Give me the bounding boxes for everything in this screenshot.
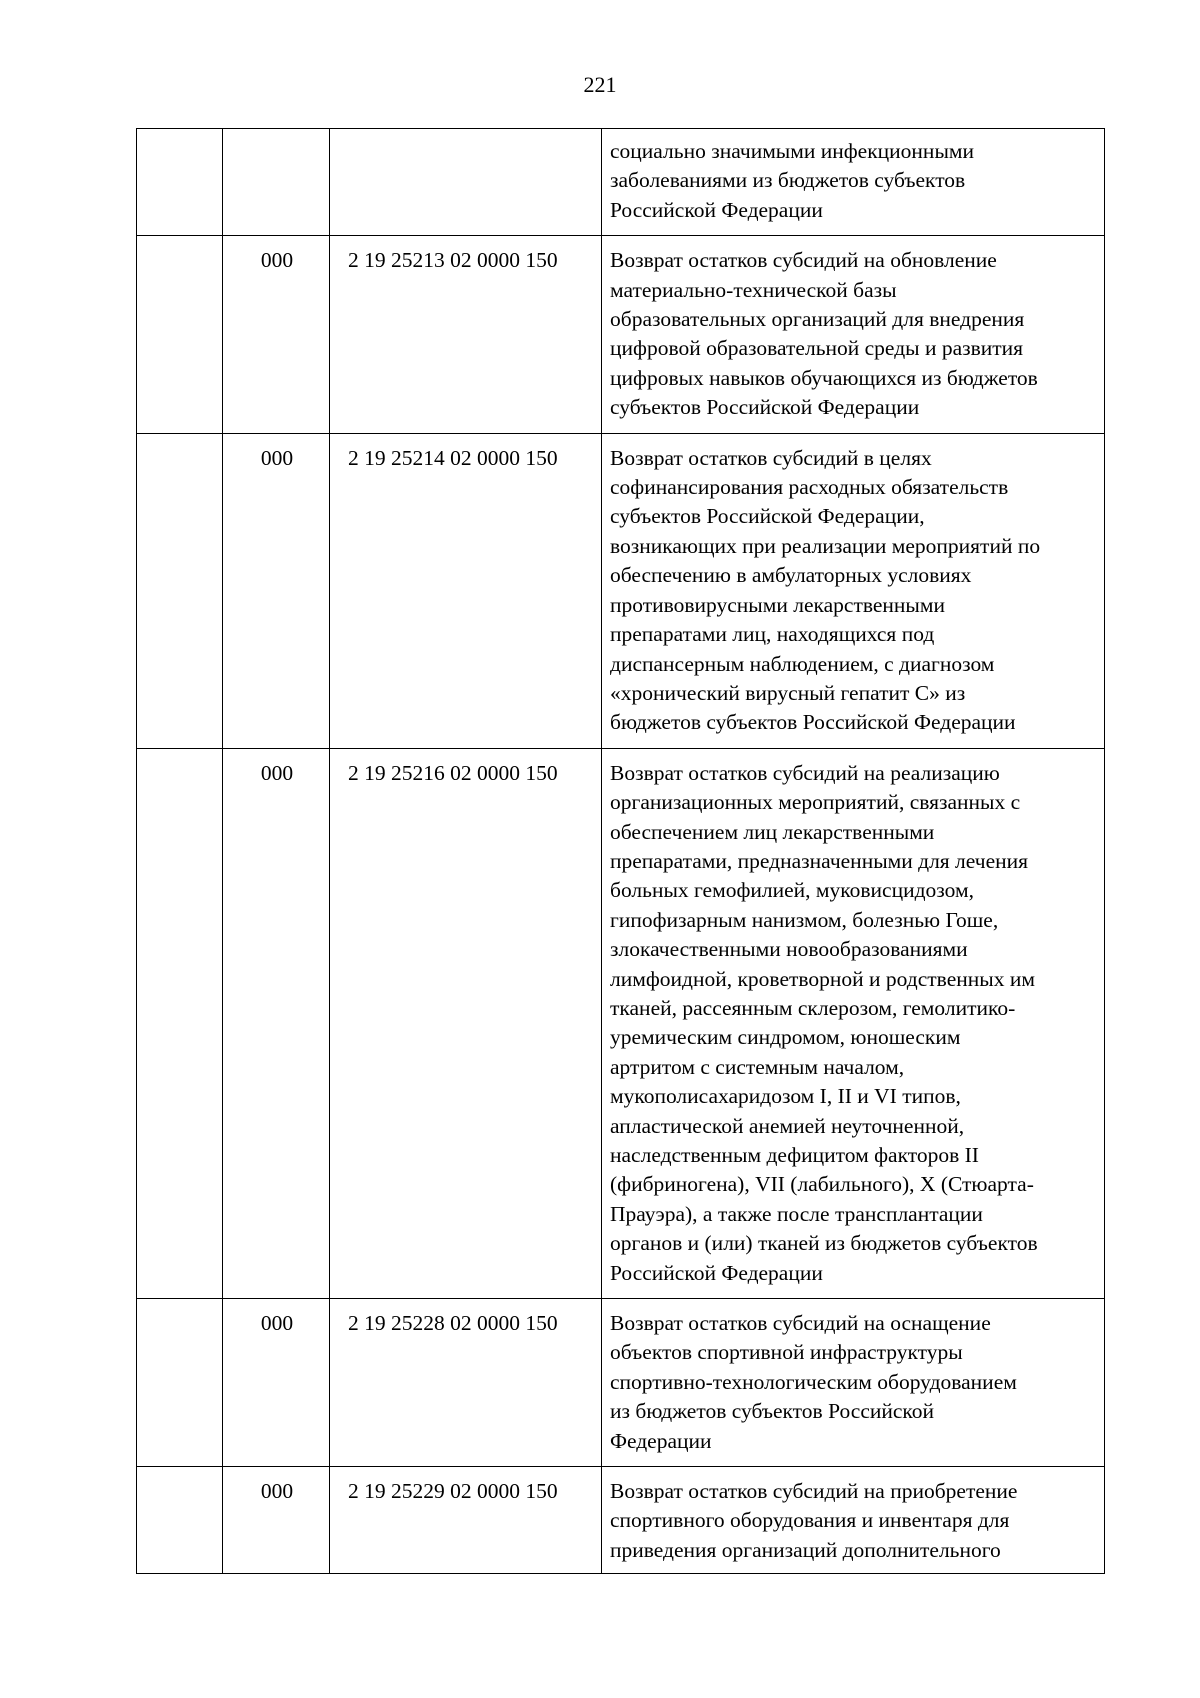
description-line: наследственным дефицитом факторов II xyxy=(610,1143,979,1167)
description-line: тканей, рассеянным склерозом, гемолитико- xyxy=(610,995,1016,1020)
description-line: противовирусными лекарственными xyxy=(610,592,945,617)
description-line: препаратами лиц, находящихся под xyxy=(610,622,935,647)
row-number-cell xyxy=(137,1467,223,1574)
page-number: 221 xyxy=(583,72,617,97)
budget-code-cell xyxy=(330,129,602,236)
description-line: мукополисахаридозом I, II и VI типов, xyxy=(610,1084,961,1109)
description-line: образовательных организаций для внедрения xyxy=(610,307,1025,332)
description-line: артритом с системным началом, xyxy=(610,1054,905,1079)
budget-code-cell: 2 19 25228 02 0000 150 xyxy=(330,1299,602,1467)
description-line: приведения организаций дополнительного xyxy=(610,1537,1001,1562)
description-line: (фибриногена), VII (лабильного), X (Стюарта- xyxy=(610,1172,1034,1197)
description-line: Прауэра), а также после трансплантации xyxy=(610,1201,983,1226)
description-line: цифровой образовательной среды и развития xyxy=(610,336,1024,361)
description-line: Российской Федерации xyxy=(610,1260,823,1285)
table-row xyxy=(137,1299,1105,1467)
admin-code-cell: 000 xyxy=(223,1299,330,1467)
description-line: апластической анемией неуточненной, xyxy=(610,1113,965,1138)
row-number-cell xyxy=(137,433,223,748)
admin-code-cell xyxy=(223,129,330,236)
description-line: органов и (или) тканей из бюджетов субъектов xyxy=(610,1231,1038,1256)
description-line: обеспечению в амбулаторных условиях xyxy=(610,563,972,588)
description-line: социально значимыми инфекционными xyxy=(610,139,974,163)
description-line: субъектов Российской Федерации, xyxy=(610,504,925,529)
description-line: уремическим синдромом, юношеским xyxy=(610,1025,961,1050)
description-cell xyxy=(602,1467,1105,1574)
table-row xyxy=(137,748,1105,1298)
budget-code-cell: 2 19 25213 02 0000 150 xyxy=(330,236,602,433)
description-line: Возврат остатков субсидий на реализацию xyxy=(610,760,1000,785)
description-line: спортивно-технологическим оборудованием xyxy=(610,1369,1017,1394)
row-number-cell xyxy=(137,129,223,236)
budget-code-cell: 2 19 25229 02 0000 150 xyxy=(330,1467,602,1574)
description-line: субъектов Российской Федерации xyxy=(610,395,920,420)
table-row xyxy=(137,129,1105,236)
admin-code-cell: 000 xyxy=(223,433,330,748)
description-line: Российской Федерации xyxy=(610,197,823,222)
description-line: обеспечением лиц лекарственными xyxy=(610,819,935,844)
table-row xyxy=(137,236,1105,433)
description-line: бюджетов субъектов Российской Федерации xyxy=(610,710,1016,735)
description-line: объектов спортивной инфраструктуры xyxy=(610,1340,963,1365)
admin-code-cell: 000 xyxy=(223,236,330,433)
budget-code-cell: 2 19 25214 02 0000 150 xyxy=(330,433,602,748)
description-cell xyxy=(602,236,1105,433)
row-number-cell xyxy=(137,236,223,433)
description-line: организационных мероприятий, связанных с xyxy=(610,790,1021,815)
row-number-cell xyxy=(137,748,223,1298)
description-line: цифровых навыков обучающихся из бюджетов xyxy=(610,365,1038,390)
description-line: материально-технической базы xyxy=(610,277,897,302)
description-line: препаратами, предназначенными для лечения xyxy=(610,848,1029,873)
description-line: Возврат остатков субсидий на обновление xyxy=(610,248,997,273)
description-line: Федерации xyxy=(610,1428,712,1453)
description-line: больных гемофилией, муковисцидозом, xyxy=(610,878,974,903)
description-cell xyxy=(602,748,1105,1298)
budget-code-cell: 2 19 25216 02 0000 150 xyxy=(330,748,602,1298)
description-line: из бюджетов субъектов Российской xyxy=(610,1399,935,1424)
admin-code-cell: 000 xyxy=(223,1467,330,1574)
admin-code-cell: 000 xyxy=(223,748,330,1298)
description-line: Возврат остатков субсидий в целях xyxy=(610,445,932,470)
description-line: спортивного оборудования и инвентаря для xyxy=(610,1508,1010,1533)
budget-codes-table xyxy=(136,128,1105,1574)
description-line: Возврат остатков субсидий на приобретение xyxy=(610,1479,1018,1504)
description-line: Возврат остатков субсидий на оснащение xyxy=(610,1311,991,1336)
row-number-cell xyxy=(137,1299,223,1467)
description-line: возникающих при реализации мероприятий по xyxy=(610,533,1041,558)
description-line: «хронический вирусный гепатит С» из xyxy=(610,680,966,705)
description-line: лимфоидной, кроветворной и родственных им xyxy=(610,966,1035,991)
description-line: софинансирования расходных обязательств xyxy=(610,475,1009,500)
description-cell xyxy=(602,433,1105,748)
description-line: заболеваниями из бюджетов субъектов xyxy=(610,168,966,193)
table-row xyxy=(137,1467,1105,1574)
table-row xyxy=(137,433,1105,748)
description-line: злокачественными новообразованиями xyxy=(610,937,968,962)
description-line: диспансерным наблюдением, с диагнозом xyxy=(610,651,995,676)
description-cell xyxy=(602,1299,1105,1467)
description-cell xyxy=(602,129,1105,236)
description-line: гипофизарным нанизмом, болезнью Гоше, xyxy=(610,907,999,932)
